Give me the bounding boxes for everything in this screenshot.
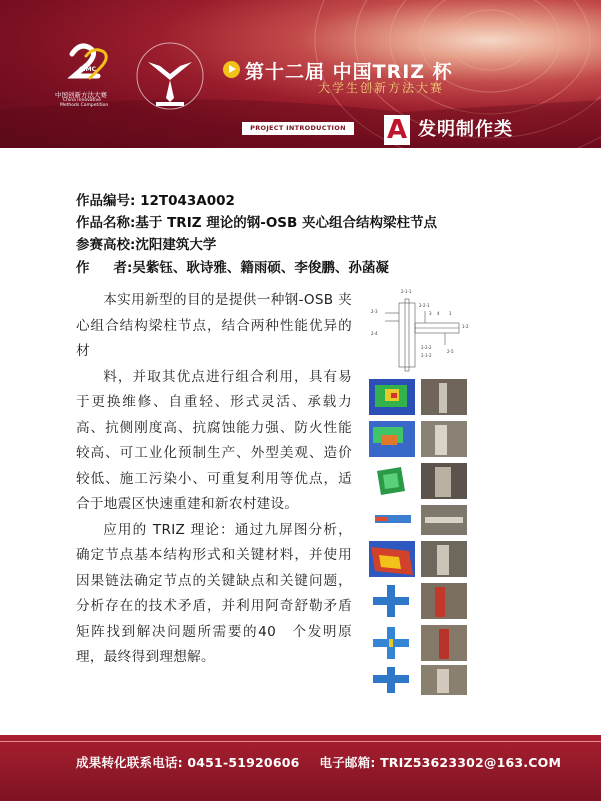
test-photo-2	[421, 421, 467, 457]
competition-subtitle: 大学生创新方法大赛	[318, 81, 445, 95]
project-name: 作品名称:基于 TRIZ 理论的钢-OSB 夹心组合结构梁柱节点	[76, 215, 438, 231]
cimc-name-en1: China Innovative	[63, 98, 101, 103]
figure-panel	[365, 285, 471, 697]
fea-image-4	[369, 505, 415, 535]
project-introduction-tag: PROJECT INTRODUCTION	[242, 122, 354, 135]
paragraph-3: 应用的 TRIZ 理论：通过九屏图分析，确定节点基本结构形式和关键材料，并使用因果链法确定节点的关键缺点和关键问题，分析存在的技术矛盾，并利用阿奇舒勒矛盾矩阵找到解决问题所需要的40 个发明原理，最终得到理想解。	[76, 521, 352, 665]
author-list: 者:吴紫钰、耿诗雅、籍雨硕、李俊鹏、孙菡凝	[113, 260, 389, 276]
fea-image-7	[369, 625, 415, 661]
header-banner	[0, 0, 601, 148]
competition-title: 第十二届 中国TRIZ 杯	[245, 61, 453, 83]
description-text	[76, 288, 352, 671]
category-letter-badge: A	[384, 115, 410, 145]
authors	[76, 256, 389, 276]
paragraph-1: 本实用新型的目的是提供一种钢-OSB 夹心组合结构梁柱节点，结合两种性能优异的材	[76, 292, 352, 359]
figure-graphics	[365, 285, 471, 697]
footer-divider	[0, 741, 601, 742]
test-photo-8	[421, 665, 467, 695]
school-name: 参赛高校:沈阳建筑大学	[76, 237, 217, 253]
fea-image-2	[369, 421, 415, 457]
contact-phone: 成果转化联系电话: 0451-51920606	[76, 755, 300, 770]
cimc-name-en2: Methods Competition	[60, 103, 109, 108]
fig-label-2-1-1: 2-1-1	[401, 289, 412, 294]
joint-drawing	[385, 299, 459, 371]
test-photo-1	[421, 379, 467, 415]
fea-image-3	[369, 463, 415, 499]
fig-label-1: 1	[449, 311, 452, 316]
fig-label-2-2-2: 2-2-2	[421, 345, 432, 350]
play-icon	[223, 61, 240, 78]
fig-label-4: 4	[437, 311, 440, 316]
cimc-name-cn: 中国创新方法大赛	[55, 91, 107, 99]
project-number: 作品编号: 12T043A002	[76, 193, 235, 209]
fig-label-3: 3	[429, 311, 432, 316]
test-photo-7	[421, 625, 467, 661]
test-photo-5	[421, 541, 467, 577]
fig-label-2-2-1: 2-2-1	[419, 303, 430, 308]
fig-label-2-5: 2-5	[447, 349, 454, 354]
cimc-logo-mark	[58, 40, 118, 88]
cimc-badge: CIMC	[79, 66, 97, 73]
competition-seal	[128, 40, 212, 112]
paragraph-2: 料，并取其优点进行组合利用，具有易于更换维修、自重轻、形式灵活、承载力高、抗侧刚度高、抗腐蚀能力强、防火性能较高、可工业化预制生产、外型美观、造价较低、施工污染小、可重复利用等优点，适合于地震区快速重建和新农村建设。	[76, 368, 352, 512]
fig-label-2-4: 2-4	[371, 331, 378, 336]
contact-email: 电子邮箱: TRIZ53623302@163.COM	[319, 755, 562, 770]
author-label: 作	[76, 260, 90, 276]
fig-label-2-3: 2-3	[371, 309, 378, 314]
fea-image-5	[369, 541, 415, 577]
fig-label-1-2: 1-2	[462, 324, 469, 329]
fea-image-6	[369, 583, 415, 619]
fea-image-8	[369, 665, 415, 695]
footer-contact	[76, 753, 561, 771]
cimc-logo	[55, 40, 118, 110]
test-photo-4	[421, 505, 467, 535]
test-photo-6	[421, 583, 467, 619]
category-title: 发明制作类	[418, 119, 513, 140]
test-photo-3	[421, 463, 467, 499]
fig-label-2-1-2: 2-1-2	[421, 353, 432, 358]
fea-image-1	[369, 379, 415, 415]
